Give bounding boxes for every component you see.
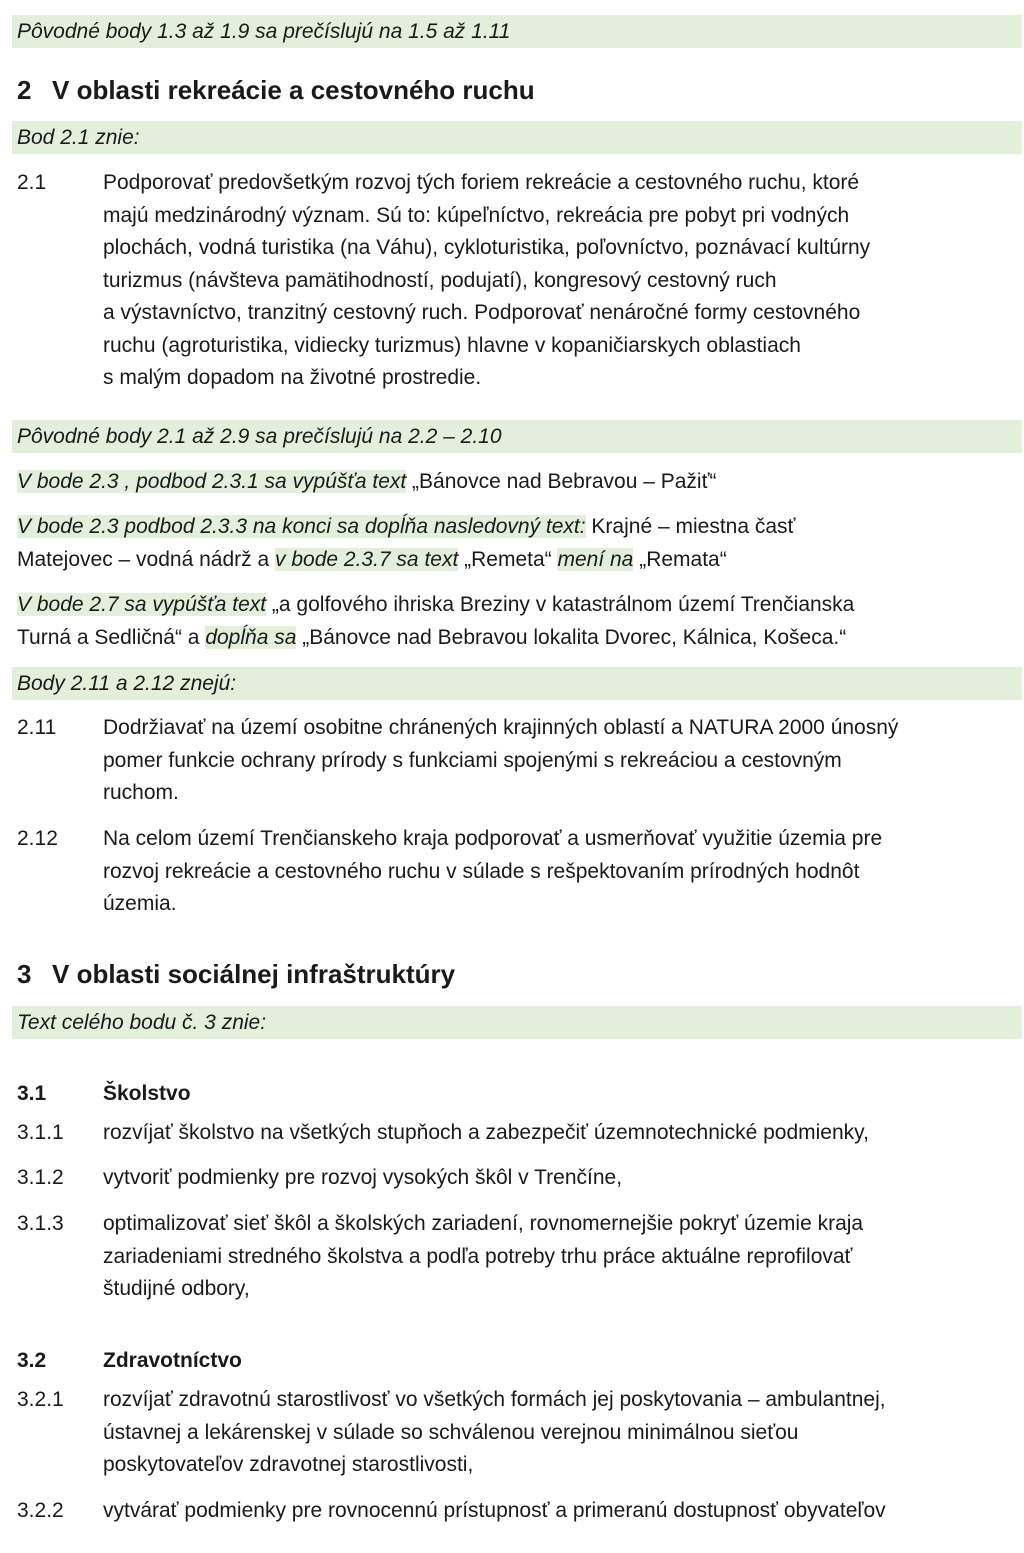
item-text (103, 1208, 1017, 1306)
amendment-text: Turná a Sedličná“ a (17, 626, 206, 649)
amendment-text: „Remata“ (633, 548, 727, 571)
text-line: ústavnej a lekárenskej v súlade so schválenou verejnou minimálnou sieťou (103, 1420, 799, 1444)
text-line: Na celom území Trenčianskeho kraja podporovať a usmerňovať využitie územia pre (103, 827, 883, 850)
subsection-number: 3.1 (17, 1082, 47, 1105)
text-line (17, 621, 1022, 654)
amendment-instruction: V bode 2.7 sa vypúšťa text (17, 593, 267, 616)
subsection-heading (17, 1078, 191, 1110)
item-number: 2.1 (17, 171, 47, 194)
text-line (17, 588, 1022, 621)
list-item (17, 1384, 1017, 1482)
amendment-text: „a golfového ihriska Breziny v katastrálnom území Trenčianska (266, 593, 855, 616)
item-text (103, 1384, 1017, 1482)
text-line: s malým dopadom na životné prostredie. (103, 366, 482, 389)
text-line: vytvárať podmienky pre rovnocennú prístupnosť a primeranú dostupnosť obyvateľov (103, 1499, 886, 1522)
text-line: turizmus (návšteva pamätihodností, podujatí), kongresový cestovný ruch (103, 268, 777, 292)
item-number: 2.11 (17, 716, 57, 739)
text-line: rozvíjať zdravotnú starostlivosť vo všetkých formách jej poskytovania – ambulantnej, (103, 1388, 886, 1411)
item-number: 2.12 (17, 827, 58, 850)
subsection-heading (17, 1345, 242, 1377)
item-number: 3.2.2 (17, 1499, 64, 1522)
item-text (103, 823, 1017, 921)
list-item (17, 1162, 1017, 1195)
section-heading (17, 956, 455, 992)
text-line: optimalizovať sieť škôl a školských zariadení, rovnomernejšie pokryť územie kraja (103, 1212, 864, 1235)
list-item (17, 1495, 1017, 1528)
item-number: 3.1.3 (17, 1212, 64, 1235)
item-text (103, 167, 1017, 395)
text-line: územia. (103, 892, 177, 915)
text-line: majú medzinárodný význam. Sú to: kúpeľníctvo, rekreácia pre pobyt pri vodných (103, 203, 850, 227)
list-item (17, 167, 1017, 395)
subsection-number: 3.2 (17, 1349, 47, 1372)
amendment-note (12, 510, 1022, 576)
subsection-title: Školstvo (103, 1082, 191, 1105)
amendment-instruction: mení na (557, 548, 634, 571)
amendment-text: „Bánovce nad Bebravou lokalita Dvorec, Kálnica, Košeca.“ (296, 626, 847, 649)
amendment-note (12, 588, 1022, 654)
item-number: 3.1.2 (17, 1166, 64, 1189)
section-title: V oblasti sociálnej infraštruktúry (52, 959, 456, 989)
amendment-instruction: dopĺňa sa (205, 626, 297, 649)
text-line: študijné odbory, (103, 1277, 250, 1300)
text-line: Dodržiavať na území osobitne chránených krajinných oblastí a NATURA 2000 únosný (103, 716, 899, 739)
text-line: plochách, vodná turistika (na Váhu), cykloturistika, poľovníctvo, poznávací kultúrny (103, 236, 871, 259)
item-text (103, 1495, 1017, 1528)
amendment-note: Pôvodné body 2.1 až 2.9 sa prečíslujú na 2.2 – 2.10 (12, 420, 1022, 453)
list-item (17, 1208, 1017, 1306)
subsection-title: Zdravotníctvo (103, 1349, 242, 1372)
text-line: rozvíjať školstvo na všetkých stupňoch a zabezpečiť územnotechnické podmienky, (103, 1121, 869, 1144)
section-heading (17, 72, 535, 108)
section-number: 2 (17, 75, 32, 105)
item-number: 3.2.1 (17, 1388, 64, 1411)
text-line: Podporovať predovšetkým rozvoj tých foriem rekreácie a cestovného ruchu, ktoré (103, 171, 860, 194)
text-line (17, 510, 1022, 543)
text-line: rozvoj rekreácie a cestovného ruchu v súlade s rešpektovaním prírodných hodnôt (103, 859, 860, 883)
amendment-note: Text celého bodu č. 3 znie: (12, 1006, 1022, 1039)
list-item (17, 712, 1017, 810)
amendment-note (12, 465, 1022, 498)
list-item (17, 823, 1017, 921)
item-number: 3.1.1 (17, 1121, 64, 1144)
amendment-note: Pôvodné body 1.3 až 1.9 sa prečíslujú na 1.5 až 1.11 (12, 15, 1022, 48)
amendment-text: „Remeta“ (458, 548, 558, 571)
section-title: V oblasti rekreácie a cestovného ruchu (52, 75, 535, 105)
amendment-text: Krajné – miestna časť (585, 515, 796, 538)
text-line: vytvoriť podmienky pre rozvoj vysokých škôl v Trenčíne, (103, 1166, 623, 1189)
amendment-text: „Bánovce nad Bebravou – Pažiť“ (406, 470, 717, 493)
list-item (17, 1117, 1017, 1150)
item-text (103, 712, 1017, 810)
text-line: zariadeniami stredného školstva a podľa potreby trhu práce aktuálne reprofilovať (103, 1244, 853, 1268)
item-text (103, 1117, 1017, 1150)
text-line: a výstavníctvo, tranzitný cestovný ruch. Podporovať nenáročné formy cestovného (103, 301, 861, 324)
section-number: 3 (17, 959, 32, 989)
text-line: ruchom. (103, 781, 179, 804)
amendment-note: Bod 2.1 znie: (12, 121, 1022, 154)
item-text (103, 1162, 1017, 1195)
amendment-instruction: v bode 2.3.7 sa text (275, 548, 459, 571)
text-line (17, 543, 1022, 576)
amendment-instruction: V bode 2.3 , podbod 2.3.1 sa vypúšťa text (17, 470, 407, 493)
text-line: poskytovateľov zdravotnej starostlivosti, (103, 1453, 474, 1476)
amendment-text: Matejovec – vodná nádrž a (17, 548, 275, 571)
amendment-instruction: V bode 2.3 podbod 2.3.3 na konci sa dopĺňa nasledovný text: (17, 515, 586, 538)
amendment-note: Body 2.11 a 2.12 znejú: (12, 667, 1022, 700)
text-line: ruchu (agroturistika, vidiecky turizmus) hlavne v kopaničiarskych oblastiach (103, 333, 801, 357)
text-line: pomer funkcie ochrany prírody s funkciami spojenými s rekreáciou a cestovným (103, 748, 842, 772)
